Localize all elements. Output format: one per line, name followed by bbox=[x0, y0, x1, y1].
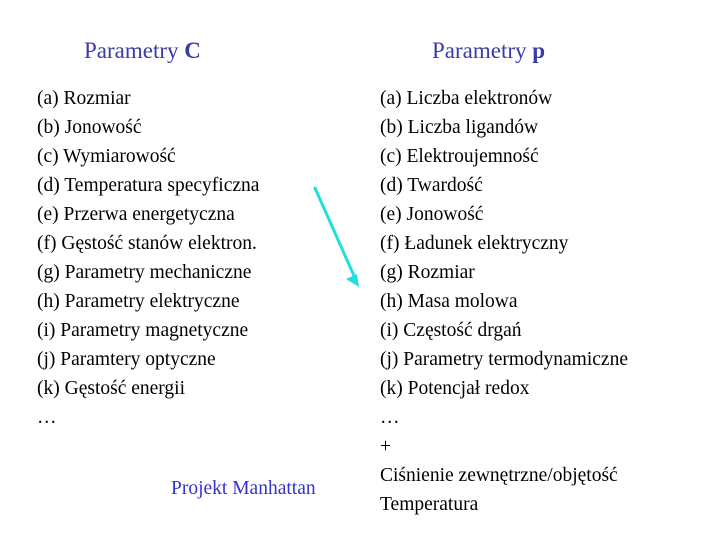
left-item: (k) Gęstość energii bbox=[37, 378, 186, 399]
left-heading-symbol: C bbox=[184, 38, 201, 63]
right-item: (h) Masa molowa bbox=[380, 291, 518, 312]
left-item: (g) Parametry mechaniczne bbox=[37, 262, 252, 283]
right-item: Temperatura bbox=[380, 494, 479, 515]
right-item-plus: + bbox=[380, 436, 391, 457]
left-item: (c) Wymiarowość bbox=[37, 146, 176, 167]
left-item-ellipsis: … bbox=[37, 407, 57, 428]
arrow-head bbox=[346, 274, 359, 287]
left-item: (e) Przerwa energetyczna bbox=[37, 204, 235, 225]
right-item: (g) Rozmiar bbox=[380, 262, 475, 283]
left-item: (d) Temperatura specyficzna bbox=[37, 175, 260, 196]
arrow-line bbox=[315, 188, 355, 278]
right-item: (d) Twardość bbox=[380, 175, 483, 196]
left-heading-prefix: Parametry bbox=[84, 38, 185, 63]
project-credit: Projekt Manhattan bbox=[171, 478, 316, 499]
left-item: (j) Paramtery optyczne bbox=[37, 349, 216, 370]
right-column-heading bbox=[432, 36, 545, 66]
left-item: (i) Parametry magnetyczne bbox=[37, 320, 249, 341]
right-parameter-list bbox=[380, 84, 628, 519]
right-item: (k) Potencjał redox bbox=[380, 378, 530, 399]
right-item: (a) Liczba elektronów bbox=[380, 88, 553, 109]
right-item: (e) Jonowość bbox=[380, 204, 484, 225]
right-item: (j) Parametry termodynamiczne bbox=[380, 349, 628, 370]
left-parameter-list bbox=[37, 84, 259, 432]
right-item: (i) Częstość drgań bbox=[380, 320, 522, 341]
right-heading-prefix: Parametry bbox=[432, 38, 533, 63]
right-item: Ciśnienie zewnętrzne/objętość bbox=[380, 465, 618, 486]
right-item: (b) Liczba ligandów bbox=[380, 117, 539, 138]
left-column-heading bbox=[84, 36, 201, 66]
left-item: (f) Gęstość stanów elektron. bbox=[37, 233, 257, 254]
right-heading-symbol: p bbox=[532, 38, 546, 63]
left-item: (h) Parametry elektryczne bbox=[37, 291, 240, 312]
right-item-ellipsis: … bbox=[380, 407, 400, 428]
left-item: (a) Rozmiar bbox=[37, 88, 131, 109]
left-item: (b) Jonowość bbox=[37, 117, 142, 138]
right-item: (f) Ładunek elektryczny bbox=[380, 233, 569, 254]
right-item: (c) Elektroujemność bbox=[380, 146, 539, 167]
